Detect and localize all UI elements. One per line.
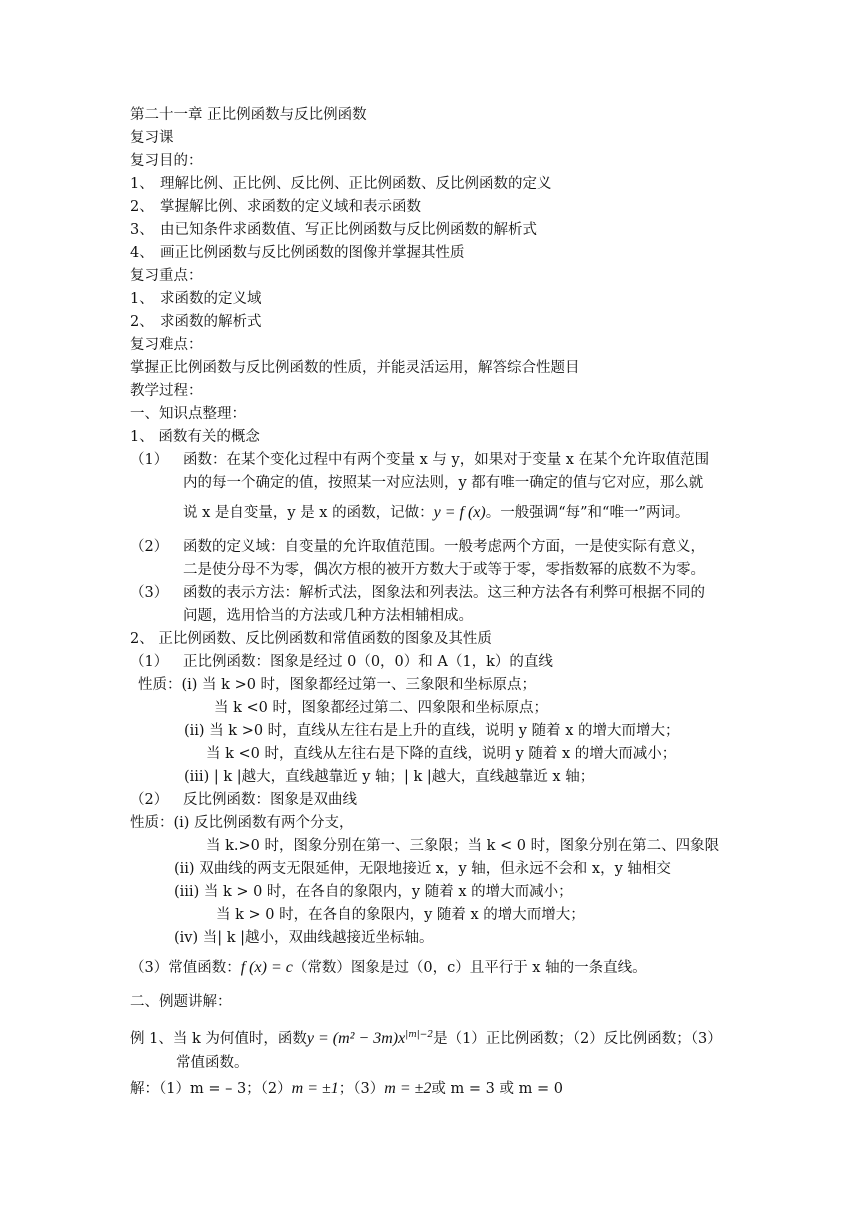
inverse-proportion-definition: 反比例函数：图象是双曲线 xyxy=(183,792,357,808)
inverse-property: (ⅳ) 当| k |越小，双曲线越接近坐标轴。 xyxy=(174,930,434,946)
section1-heading: 一、知识点整理： xyxy=(130,406,246,422)
paragraph-number: （2） xyxy=(130,539,169,555)
direct-property: 当 k <0 时，直线从左往右是下降的直线，说明 y 随着 x 的增大而减小； xyxy=(206,746,677,762)
inverse-property: 当 k > 0 时，在各自的象限内，y 随着 x 的增大而增大； xyxy=(216,907,585,923)
direct-property: 性质：(ⅰ) 当 k >0 时，图象都经过第一、三象限和坐标原点； xyxy=(138,677,537,693)
constant-function-formula: f (x) = c xyxy=(240,959,293,976)
example-exponent: |m|−2 xyxy=(405,1030,434,1040)
key-points-heading: 复习重点： xyxy=(130,268,203,284)
representation-line: 问题，选用恰当的方法或几种方法相辅相成。 xyxy=(183,608,473,624)
example-solution: 解：（1）m = – 3；（2）m = ±1；（3）m = ±2或 m = 3 或 m = 0 xyxy=(130,1080,563,1097)
objective-item: 1、 理解比例、正比例、反比例、正比例函数、反比例函数的定义 xyxy=(130,176,552,192)
paragraph-number: （1） xyxy=(130,452,169,468)
direct-property: 当 k <0 时，图象都经过第二、四象限和坐标原点； xyxy=(214,700,548,716)
key-point-item: 2、 求函数的解析式 xyxy=(130,314,262,330)
paragraph-number: （1） xyxy=(130,654,169,670)
function-definition-line: 函数：在某个变化过程中有两个变量 x 与 y，如果对于变量 x 在某个允许取值范围 xyxy=(183,452,710,468)
function-definition-line: 说 x 是自变量，y 是 x 的函数，记做：y = f (x)。一般强调“每”和“唯一”两词。 xyxy=(183,504,690,521)
example-question-line: 常值函数。 xyxy=(176,1055,249,1071)
solution-formula: m = ±2 xyxy=(384,1080,432,1097)
graphs-heading: 2、 正比例函数、反比例函数和常值函数的图象及其性质 xyxy=(130,631,492,647)
direct-property: (ⅲ) | k |越大，直线越靠近 y 轴；| k |越大，直线越靠近 x 轴； xyxy=(184,769,595,785)
section2-heading: 二、例题讲解： xyxy=(130,994,232,1010)
inverse-property: (ⅱ) 双曲线的两支无限延伸，无限地接近 x，y 轴，但永远不会和 x，y 轴相交 xyxy=(174,861,671,877)
inverse-property: 当 k.>0 时，图象分别在第一、三象限；当 k < 0 时，图象分别在第二、四象限 xyxy=(206,838,720,854)
objective-item: 3、 由已知条件求函数值、写正比例函数与反比例函数的解析式 xyxy=(130,222,537,238)
solution-formula: m = ±1 xyxy=(291,1080,339,1097)
difficulties-text: 掌握正比例函数与反比例函数的性质，并能灵活运用，解答综合性题目 xyxy=(130,360,580,376)
representation-line: 函数的表示方法：解析式法，图象法和列表法。这三种方法各有利弊可根据不同的 xyxy=(183,585,705,601)
chapter-title: 第二十一章 正比例函数与反比例函数 xyxy=(130,107,367,123)
example-question-line: 例 1、当 k 为何值时，函数$y = (m^2 - 3m)x^{|m|-2}$是（1）正比例函数；（2）反比例函数；（3） xyxy=(130,1029,722,1047)
key-point-item: 1、 求函数的定义域 xyxy=(130,291,262,307)
inverse-property: (ⅲ) 当 k > 0 时，在各自的象限内，y 随着 x 的增大而减小； xyxy=(174,884,573,900)
process-heading: 教学过程： xyxy=(130,383,203,399)
difficulties-heading: 复习难点： xyxy=(130,337,203,353)
paragraph-number: （2） xyxy=(130,792,169,808)
function-definition-line: 内的每一个确定的值，按照某一对应法则，y 都有唯一确定的值与它对应，那么就 xyxy=(183,475,704,491)
objective-item: 4、 画正比例函数与反比例函数的图像并掌握其性质 xyxy=(130,245,465,261)
concepts-heading: 1、 函数有关的概念 xyxy=(130,429,260,445)
constant-function-line: （3）常值函数：f (x) = c（常数）图象是过（0，c）且平行于 x 轴的一条直线。 xyxy=(130,959,647,976)
objectives-heading: 复习目的： xyxy=(130,153,203,169)
paragraph-number: （3） xyxy=(130,585,169,601)
example-function-formula: y = (m² − 3m)x xyxy=(306,1029,406,1047)
objective-item: 2、 掌握解比例、求函数的定义域和表示函数 xyxy=(130,199,421,215)
direct-property: (ⅱ) 当 k >0 时，直线从左往右是上升的直线，说明 y 随着 x 的增大而增大； xyxy=(184,723,680,739)
domain-definition-line: 二是使分母不为零，偶次方根的被开方数大于或等于零，零指数幂的底数不为零。 xyxy=(183,562,705,578)
function-notation-formula: y = f (x) xyxy=(433,504,486,521)
inverse-property: 性质：(ⅰ) 反比例函数有两个分支， xyxy=(130,815,354,831)
domain-definition-line: 函数的定义域：自变量的允许取值范围。一般考虑两个方面，一是使实际有意义， xyxy=(183,539,705,555)
lesson-type: 复习课 xyxy=(130,130,174,146)
direct-proportion-definition: 正比例函数：图象是经过 0（0，0）和 A（1，k）的直线 xyxy=(183,654,553,670)
